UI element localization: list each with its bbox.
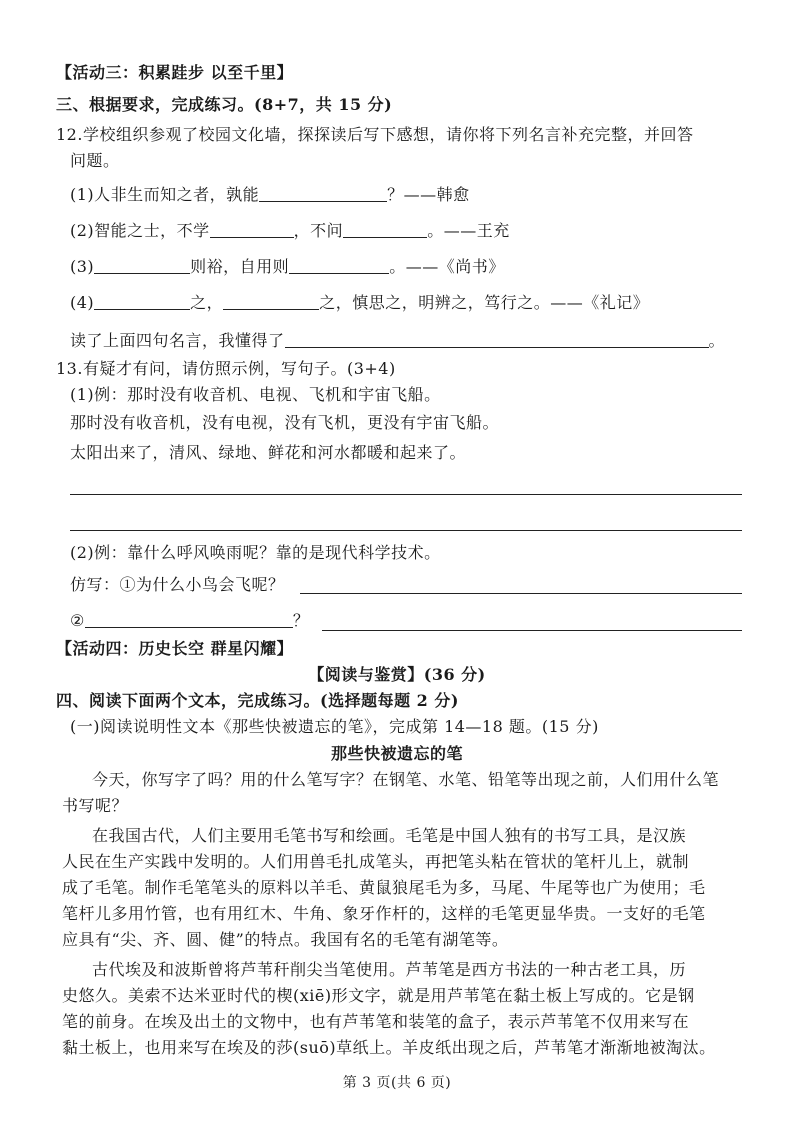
q13-imitate1-blank[interactable] [300, 593, 742, 594]
page-footer: 第 3 页(共 6 页) [342, 1075, 452, 1091]
q12-item1-source: ？——韩愈 [387, 185, 470, 204]
activity4-heading: 【活动四：历史长空 群星闪耀】 [56, 639, 294, 658]
article-title: 那些快被遗忘的笔 [330, 744, 463, 763]
q12-item4 [70, 292, 649, 314]
q13-imitate2 [70, 610, 309, 632]
q12-item3-source: 。——《尚书》 [389, 257, 505, 276]
q13-imitate1 [70, 574, 285, 596]
q13-imitate2-num: ② [70, 611, 85, 630]
q13-answer-line2[interactable] [70, 530, 742, 531]
q13-stem: 13.有疑才有问，请仿照示例，写句子。(3+4) [56, 359, 396, 378]
section4-heading: 四、阅读下面两个文本，完成练习。(选择题每题 2 分) [56, 691, 459, 710]
para2-line1: 在我国古代，人们主要用毛笔书写和绘画。毛笔是中国人独有的书写工具，是汉族 [92, 826, 687, 845]
q13-example2: (2)例：靠什么呼风唤雨呢？靠的是现代科学技术。 [70, 543, 441, 562]
q12-understand-blank[interactable] [285, 331, 709, 348]
q12-item4-blank1[interactable] [94, 293, 190, 310]
q12-item2-blank1[interactable] [210, 221, 294, 238]
q12-item2-text: (2)智能之士，不学 [70, 221, 210, 240]
q12-item2-mid: ，不问 [293, 221, 344, 240]
para3-line3: 笔的前身。在埃及出土的文物中，也有芦苇笔和装笔的盒子，表示芦苇笔不仅用来写在 [62, 1012, 690, 1031]
q12-item2 [70, 220, 510, 242]
para1-line2: 书写呢？ [62, 796, 129, 815]
q13-task1: 太阳出来了，清风、绿地、鲜花和河水都暖和起来了。 [70, 443, 467, 462]
q12-item3-num: (3) [70, 257, 95, 276]
text1-intro: (一)阅读说明性文本《那些快被遗忘的笔》，完成第 14—18 题。(15 分) [70, 717, 599, 736]
q12-understand-label: 读了上面四句名言，我懂得了 [70, 331, 285, 350]
para1-line1: 今天，你写字了吗？用的什么笔写字？在钢笔、水笔、铅笔等出现之前，人们用什么笔 [92, 770, 720, 789]
q13-imitate2-qmark: ？ [292, 611, 310, 630]
para2-line2: 人民在生产实践中发明的。人们用兽毛扎成笔头，再把笔头粘在管状的笔杆儿上，就制 [62, 852, 690, 871]
para2-line3: 成了毛笔。制作毛笔笔头的原料以羊毛、黄鼠狼尾毛为多，马尾、牛尾等也广为使用；毛 [62, 878, 706, 897]
q12-understand [70, 330, 725, 352]
q12-item2-blank2[interactable] [343, 221, 427, 238]
q12-item3-mid: 则裕，自用则 [190, 257, 290, 276]
q13-example1: (1)例：那时没有收音机、电视、飞机和宇宙飞船。 [70, 385, 441, 404]
q12-item3-blank1[interactable] [94, 257, 190, 274]
para2-line5: 应具有“尖、齐、圆、健”的特点。我国有名的毛笔有湖笔等。 [62, 930, 509, 949]
q12-item4-mid: 之， [190, 293, 224, 312]
q12-item3-blank2[interactable] [289, 257, 389, 274]
q13-example1-answer: 那时没有收音机，没有电视，没有飞机，更没有宇宙飞船。 [70, 413, 500, 432]
q13-imitate2-blank1[interactable] [85, 611, 293, 628]
q12-item4-num: (4) [70, 293, 95, 312]
q12-item2-source: 。——王充 [427, 221, 510, 240]
para3-line1: 古代埃及和波斯曾将芦苇秆削尖当笔使用。芦苇笔是西方书法的一种古老工具，历 [92, 960, 687, 979]
q13-answer-line1[interactable] [70, 494, 742, 495]
activity3-heading: 【活动三：积累跬步 以至千里】 [56, 63, 294, 82]
q12-stem-line1: 12.学校组织参观了校园文化墙，探探读后写下感想，请你将下列名言补充完整，并回答 [56, 125, 694, 144]
q12-item4-source: 之，慎思之，明辨之，笃行之。——《礼记》 [319, 293, 650, 312]
q12-understand-end: 。 [708, 331, 726, 350]
reading-header: 【阅读与鉴赏】(36 分) [308, 665, 486, 684]
q12-item1-blank[interactable] [259, 185, 387, 202]
q12-item1-text: (1)人非生而知之者，孰能 [70, 185, 260, 204]
para3-line2: 史悠久。美索不达米亚时代的楔(xiē)形文字，就是用芦苇笔在黏土板上写成的。它是钢 [62, 986, 695, 1005]
q12-item3 [70, 256, 505, 278]
section3-heading: 三、根据要求，完成练习。(8+7，共 15 分) [56, 95, 393, 114]
q12-item1 [70, 184, 470, 206]
q12-item4-blank2[interactable] [223, 293, 319, 310]
q13-imitate2-blank2[interactable] [322, 630, 742, 631]
q12-stem-line2: 问题。 [70, 151, 120, 170]
q13-imitate1-label: 仿写：①为什么小鸟会飞呢？ [70, 575, 285, 594]
para3-line4: 黏土板上，也用来写在埃及的莎(suō)草纸上。羊皮纸出现之后，芦苇笔才渐渐地被淘汰。 [62, 1038, 716, 1057]
para2-line4: 笔杆儿多用竹管，也有用红木、牛角、象牙作杆的，这样的毛笔更显华贵。一支好的毛笔 [62, 904, 706, 923]
